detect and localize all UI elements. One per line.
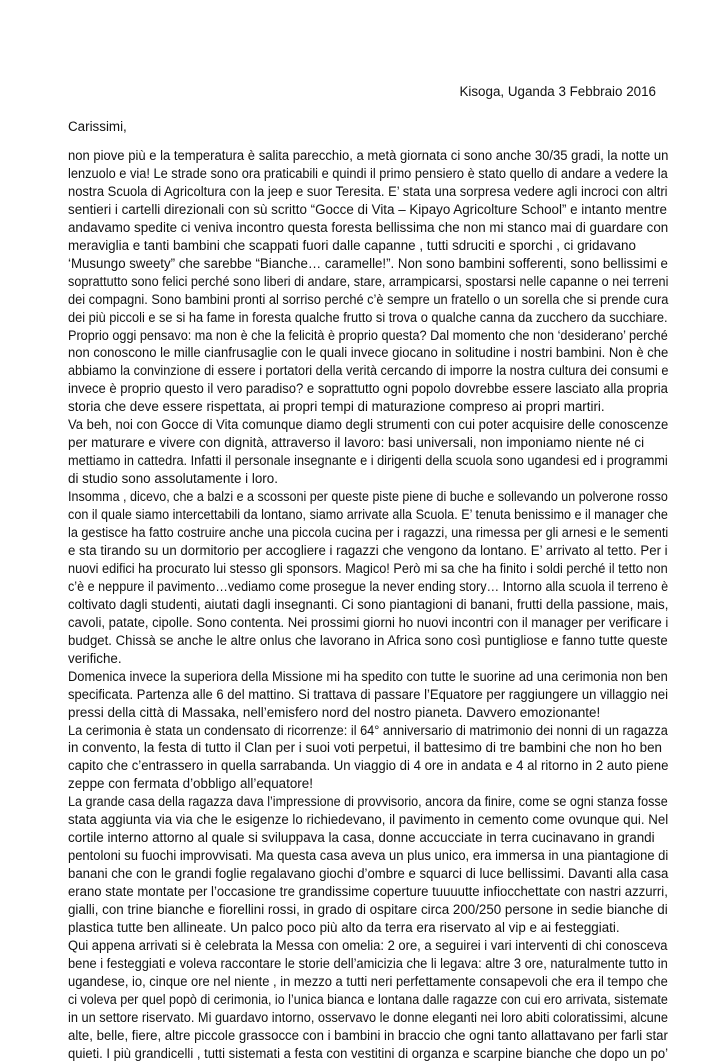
body-line: non piove più e la temperatura è salita parecchio, a metà giornata ci sono anche 30/35 gradi, la notte un: [68, 148, 669, 163]
letter-body: [68, 147, 668, 1063]
body-line: e sta tirando su un dormitorio per accogliere i ragazzi che vengono da lontano. E’ arrivato al tetto. Per i: [68, 542, 668, 558]
body-line: cavoli, patate, cipolle. Sono contenta. Nei prossimi giorni ho nuovi incontri con il manager per verificare i: [68, 614, 669, 630]
body-line: sentieri i cartelli direzionali con sù scritto “Gocce di Vita – Kipayo Agricolture School” e intanto mentre: [68, 201, 667, 217]
body-line: soprattutto sono felici perché sono liberi di andare, stare, arrampicarsi, spostarsi nelle capanne o nei terreni: [68, 273, 669, 289]
body-line: dei compagni. Sono bambini pronti al sorriso perché c’è sempre un fratello o un sorella che si prende cura: [68, 291, 669, 307]
body-line: Domenica invece la superiora della Missione mi ha spedito con tutte le suorine ad una cerimonia non ben: [68, 668, 668, 684]
body-line: meraviglia e tanti bambini che scappati fuori dalle capanne , tutti sdruciti e sporchi , ci gridavano: [68, 237, 636, 253]
body-line: specificata. Partenza alle 6 del mattino. Si trattava di passare l’Equatore per raggiungere un villaggio nei: [68, 686, 669, 702]
body-line: in convento, la festa di tutto il Clan per i suoi voti perpetui, il battesimo di tre bambini che non ho ben: [68, 740, 662, 756]
body-line: pentoloni su fuochi improvvisati. Ma questa casa aveva un plus unico, era immersa in una piantagione di: [68, 848, 669, 864]
body-line: con il quale siamo intercettabili da lontano, siamo arrivate alla Scuola. E’ tenuta benissimo e il manager che: [68, 507, 668, 523]
body-line: ugandese, io, cinque ore nel niente , in mezzo a tutti neri perfettamente consapevoli che era il tempo che: [68, 973, 668, 989]
body-line: ‘Musungo sweety” che sarebbe “Bianche… caramelle!”. Non sono bambini sofferenti, sono bellissimi e: [68, 255, 668, 271]
body-line: dei più piccoli e se si ha fame in foresta qualche frutto si trova o qualche canna da zucchero da succhiare.: [68, 309, 668, 325]
body-line: nostra Scuola di Agricoltura con la jeep e suor Teresita. E’ stata una sorpresa vedere agli incroci con altri: [68, 183, 668, 199]
body-line: alte, belle, fiere, altre piccole grassocce con i bambini in braccio che ogni tanto allattavano per farli star: [68, 1027, 668, 1043]
body-line: in un settore riservato. Mi guardavo intorno, osservavo le donne eleganti nei loro abiti coloratissimi, alcune: [68, 1009, 668, 1025]
body-line: invece è proprio questo il vero paradiso? e soprattutto ogni popolo dovrebbe essere lasciato alla propria: [68, 381, 668, 397]
body-line: La grande casa della ragazza dava l’impressione di provvisorio, ancora da finire, come se ogni stanza fosse: [68, 794, 668, 810]
body-line: abbiamo la convinzione di essere i portatori della verità cercando di imporre la nostra cultura dei consumi e: [68, 363, 669, 379]
body-line: budget. Chissà se anche le altre onlus che lavorano in Africa sono così puntigliose e fanno tutte queste: [68, 632, 668, 648]
body-line: La cerimonia è stata un condensato di ricorrenze: il 64° anniversario di matrimonio dei nonni di un ragazza: [68, 722, 668, 738]
body-line: banani che con le grandi foglie regalavano giochi d’ombre e squarci di luce bellissimi. Davanti alla casa: [68, 866, 669, 882]
body-line: per maturare e vivere con dignità, attraverso il lavoro: basi universali, non imponiamo niente né ci: [68, 435, 645, 451]
body-line: pressi della città di Massaka, nell’emisfero nord del nostro pianeta. Davvero emozionante!: [68, 704, 601, 720]
body-line: zeppe con fermata d’obbligo all’equatore!: [68, 776, 313, 792]
body-line: andavamo spedite ci veniva incontro questa foresta bellissima che non mi stanco mai di guardare con: [68, 219, 669, 235]
body-line: la gestisce ha fatto costruire anche una piccola cucina per i ragazzi, una rimessa per gli arnesi e le sementi: [68, 525, 669, 541]
body-line: gialli, con trine bianche e fiorellini rossi, in grado di ospitare circa 200/250 persone in sedie bianche di: [68, 902, 668, 918]
body-line: erano state montate per l’occasione tre grandissime coperture tuuuutte infiocchettate con nastri azzurri,: [68, 884, 668, 900]
body-line: nuovi edifici ha procurato lui stesso gli sponsors. Magico! Però mi sa che ha finito i soldi perché il tetto non: [68, 560, 668, 576]
body-line: verifiche.: [68, 650, 122, 666]
letter-salutation: Carissimi,: [68, 119, 127, 134]
body-line: quieti. I più grandicelli , tutti sistemati a festa con vestitini di organza e scarpine bianche che dopo un po’: [68, 1045, 669, 1061]
body-line: coltivato dagli studenti, aiutati dagli insegnanti. Ci sono piantagioni di banani, frutti della passione, mais,: [68, 596, 669, 612]
body-line: di studio sono assolutamente i loro.: [68, 471, 278, 487]
body-line: storia che deve essere rispettata, ai propri tempi di maturazione compreso ai propri martiri.: [68, 399, 605, 415]
body-line: bene i festeggiati e voleva raccontare le storie dell’amicizia che li legava: altre 3 ore, naturalmente tutto in: [68, 955, 668, 971]
letter-dateline: Kisoga, Uganda 3 Febbraio 2016: [459, 84, 656, 99]
body-line: capito che c’entrassero in quella sarrabanda. Un viaggio di 4 ore in andata e 4 al ritorno in 2 auto piene: [68, 758, 669, 774]
body-line: Insomma , dicevo, che a balzi e a scossoni per queste piste piene di buche e sollevando un polverone rosso: [68, 489, 668, 505]
body-line: lenzuolo e via! Le strade sono ora praticabili e quindi il primo pensiero è stato quello di andare a vedere la: [68, 165, 668, 181]
body-line: Va beh, noi con Gocce di Vita comunque diamo degli strumenti con cui poter acquisire delle conoscenze: [68, 417, 669, 433]
body-line: Proprio oggi pensavo: ma non è che la felicità è proprio questa? Dal momento che non ‘desiderano’ perché: [68, 327, 668, 343]
body-line: Qui appena arrivati si è celebrata la Messa con omelia: 2 ore, a seguirei i vari interventi di chi conosceva: [68, 937, 668, 953]
body-line: c’è e neppure il pavimento…vediamo come prosegue la never ending story… Intorno alla scuola il terreno è: [68, 578, 669, 594]
body-line: mettiamo in cattedra. Infatti il personale insegnante e i dirigenti della scuola sono ugandesi ed i programmi: [68, 453, 668, 469]
body-line: stata aggiunta via via che le esigenze lo richiedevano, il pavimento in cemento come ovunque qui. Nel: [68, 812, 669, 828]
body-line: cortile interno attorno al quale si sviluppava la casa, donne accucciate in terra cucinavano in grandi: [68, 830, 655, 846]
body-line: plastica tutte ben allineate. Un palco poco più alto da terra era riservato al vip e ai festeggiati.: [68, 919, 620, 935]
body-line: non conoscono le mille cianfrusaglie con le quali invece giocano in solitudine i nostri bambini. Non è che: [68, 345, 669, 361]
body-line: ci voleva per quel popò di cerimonia, io l’unica bianca e lontana dalle ragazze con cui ero arrivata, sistemate: [68, 991, 668, 1007]
